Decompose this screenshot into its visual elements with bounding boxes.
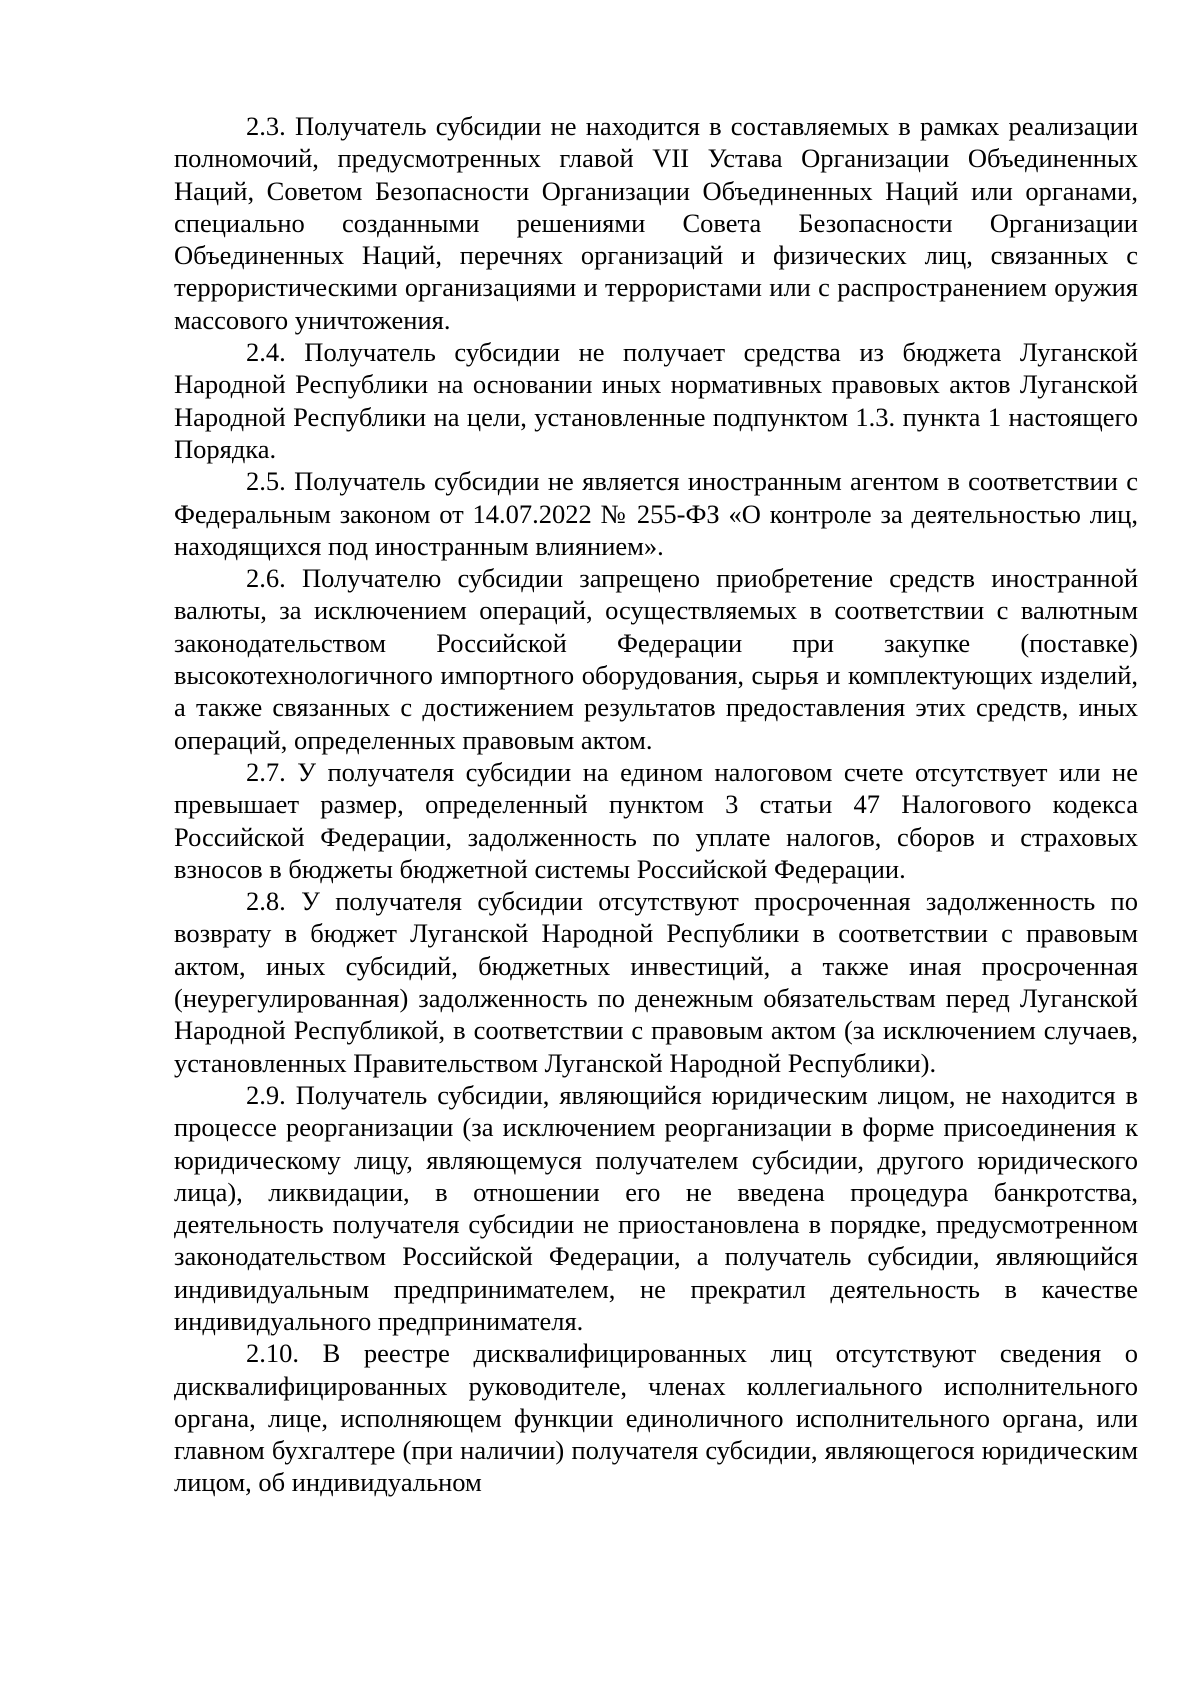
- paragraph-2-7: 2.7. У получателя субсидии на едином налоговом счете отсутствует или не превышает размер, определенный пунктом 3 статьи 47 Налогового кодекса Российской Федерации, задолженность по уплате налогов, сборов и страховых взносов в бюджеты бюджетной системы Российской Федерации.: [174, 756, 1138, 884]
- paragraph-2-9: 2.9. Получатель субсидии, являющийся юридическим лицом, не находится в процессе реорганизации (за исключением реорганизации в форме присоединения к юридическому лицу, являющемуся получателем субсидии, другого юридического лица), ликвидации, в отношении его не введена процедура банкротства, деятельность получателя субсидии не приостановлена в порядке, предусмотренном законодательством Российской Федерации, а получатель субсидии, являющийся индивидуальным предпринимателем, не прекратил деятельность в качестве индивидуального предпринимателя.: [174, 1079, 1138, 1336]
- paragraph-2-3: 2.3. Получатель субсидии не находится в составляемых в рамках реализации полномочий, предусмотренных главой VII Устава Организации Объединенных Наций, Советом Безопасности Организации Объединенных Наций или органами, специально созданными решениями Совета Безопасности Организации Объединенных Наций, перечнях организаций и физических лиц, связанных с террористическими организациями и террористами или с распространением оружия массового уничтожения.: [174, 111, 1138, 335]
- document-page: [174, 110, 1138, 1499]
- paragraph-2-8: 2.8. У получателя субсидии отсутствуют просроченная задолженность по возврату в бюджет Луганской Народной Республики в соответствии с правовым актом, иных субсидий, бюджетных инвестиций, а также иная просроченная (неурегулированная) задолженность по денежным обязательствам перед Луганской Народной Республикой, в соответствии с правовым актом (за исключением случаев, установленных Правительством Луганской Народной Республики).: [174, 886, 1138, 1078]
- paragraph-2-5: 2.5. Получатель субсидии не является иностранным агентом в соответствии с Федеральным законом от 14.07.2022 № 255-ФЗ «О контроле за деятельностью лиц, находящихся под иностранным влиянием».: [174, 466, 1138, 561]
- paragraph-2-10: 2.10. В реестре дисквалифицированных лиц отсутствуют сведения о дисквалифицированных руководителе, членах коллегиального исполнительного органа, лице, исполняющем функции единоличного исполнительного органа, или главном бухгалтере (при наличии) получателя субсидии, являющегося юридическим лицом, об индивидуальном: [174, 1338, 1138, 1498]
- paragraph-2-6: 2.6. Получателю субсидии запрещено приобретение средств иностранной валюты, за исключением операций, осуществляемых в соответствии с валютным законодательством Российской Федерации при закупке (поставке) высокотехнологичного импортного оборудования, сырья и комплектующих изделий, а также связанных с достижением результатов предоставления этих средств, иных операций, определенных правовым актом.: [174, 563, 1138, 755]
- paragraph-2-4: 2.4. Получатель субсидии не получает средства из бюджета Луганской Народной Республики на основании иных нормативных правовых актов Луганской Народной Республики на цели, установленные подпунктом 1.3. пункта 1 настоящего Порядка.: [174, 337, 1138, 464]
